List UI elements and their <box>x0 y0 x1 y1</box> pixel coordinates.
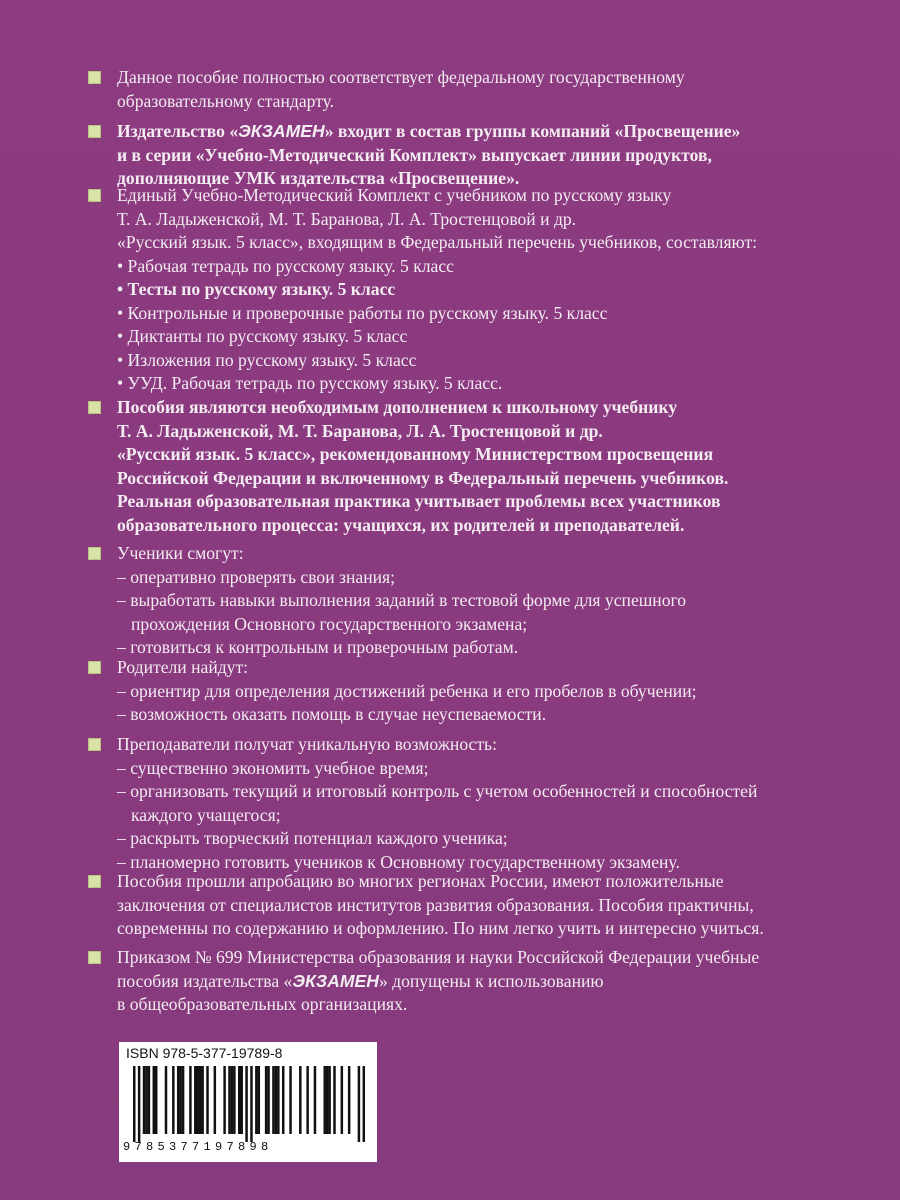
order-line <box>117 970 860 994</box>
text-line: Т. А. Ладыженской, М. Т. Баранова, Л. А. Тростенцовой и др. <box>117 420 603 441</box>
section-title: Родители найдут: <box>117 657 249 677</box>
text-line: «Русский язык. 5 класс», входящим в Федеральный перечень учебников, составляют: <box>117 232 758 252</box>
barcode-bar <box>240 1066 242 1134</box>
barcode-panel <box>119 1042 377 1162</box>
barcode-bar <box>358 1066 360 1142</box>
list-item: – готовиться к контрольным и проверочным работам. <box>117 637 519 657</box>
barcode-bar <box>323 1066 325 1134</box>
text-fragment: пособия издательства « <box>117 970 293 991</box>
text-line: Пособия являются необходимым дополнением к школьному учебнику <box>117 397 678 417</box>
publisher-line <box>117 120 860 144</box>
list-item: • Диктанты по русскому языку. 5 класс <box>117 326 408 346</box>
barcode-bar <box>228 1066 230 1134</box>
text-line: Реальная образовательная практика учитывает проблемы всех участников <box>117 491 721 511</box>
list-item: – оперативно проверять свои знания; <box>117 566 396 587</box>
barcode-bar <box>326 1066 328 1134</box>
barcode-bar <box>182 1066 184 1134</box>
text-line: Единый Учебно-Методический Комплект с учебником по русскому языку <box>117 185 672 205</box>
list-item: • УУД. Рабочая тетрадь по русскому языку. 5 класс. <box>117 373 503 393</box>
bullet-square-icon <box>88 71 101 84</box>
section-standard <box>88 66 860 113</box>
section-recommendation <box>88 396 860 537</box>
barcode-bar <box>133 1066 135 1142</box>
barcode-bar <box>214 1066 216 1134</box>
list-item: – планомерно готовить учеников к Основному государственному экзамену. <box>117 851 680 872</box>
text-line: Данное пособие полностью соответствует федеральному государственному <box>117 67 685 87</box>
barcode-bar <box>250 1066 252 1142</box>
text-line: заключения от специалистов институтов развития образования. Пособия практичны, <box>117 894 754 915</box>
text-line: образовательному стандарту. <box>117 90 335 111</box>
section-teachers <box>88 733 860 874</box>
brand-name: ЭКЗАМЕН <box>238 121 325 141</box>
section-order <box>88 946 860 1017</box>
list-item: – ориентир для определения достижений ребенка и его пробелов в обучении; <box>117 680 697 701</box>
text-line: «Русский язык. 5 класс», рекомендованному Министерством просвещения <box>117 444 714 464</box>
barcode-bar <box>189 1066 191 1134</box>
list-item: – организовать текущий и итоговый контроль с учетом особенностей и способностей <box>117 781 758 801</box>
list-item-continuation: каждого учащегося; <box>131 804 281 825</box>
text-line: образовательного процесса: учащихся, их родителей и преподавателей. <box>117 514 685 535</box>
text-line: Пособия прошли апробацию во многих регионах России, имеют положительные <box>117 871 724 891</box>
barcode-bar <box>155 1066 157 1134</box>
bullet-square-icon <box>88 189 101 202</box>
bullet-square-icon <box>88 547 101 560</box>
bullet-square-icon <box>88 661 101 674</box>
section-umk <box>88 184 860 396</box>
text-fragment: » допущены к использованию <box>378 970 604 991</box>
barcode-bar <box>299 1066 301 1134</box>
barcode-bar <box>245 1066 247 1142</box>
list-item: – возможность оказать помощь в случае неуспеваемости. <box>117 704 547 724</box>
barcode-bar <box>153 1066 155 1134</box>
barcode-bar <box>172 1066 174 1134</box>
barcode-bar <box>272 1066 274 1134</box>
barcode-bar <box>179 1066 181 1134</box>
barcode-bar <box>177 1066 179 1134</box>
text-fragment: Издательство « <box>117 121 239 141</box>
text-line: Приказом № 699 Министерства образования и науки Российской Федерации учебные <box>117 947 760 967</box>
text-line: Т. А. Ладыженской, М. Т. Баранова, Л. А. Тростенцовой и др. <box>117 208 577 229</box>
list-item: • Контрольные и проверочные работы по русскому языку. 5 класс <box>117 302 608 323</box>
barcode-bar <box>148 1066 150 1134</box>
barcode-bar <box>201 1066 203 1134</box>
barcode-bar <box>194 1066 196 1134</box>
barcode-bar <box>255 1066 257 1134</box>
bullet-square-icon <box>88 875 101 888</box>
list-item: • Изложения по русскому языку. 5 класс <box>117 349 417 370</box>
text-line: Российской Федерации и включенному в Федеральный перечень учебников. <box>117 467 729 488</box>
text-fragment: » входит в состав группы компаний «Просвещение» <box>324 121 741 141</box>
barcode-bar <box>328 1066 330 1134</box>
list-item-highlighted: • Тесты по русскому языку. 5 класс <box>117 279 396 299</box>
barcode-bar <box>233 1066 235 1134</box>
barcode-bar <box>314 1066 316 1134</box>
barcode-bar <box>206 1066 208 1134</box>
barcode-bar <box>267 1066 269 1134</box>
list-item: – существенно экономить учебное время; <box>117 757 429 778</box>
section-approbation <box>88 870 860 941</box>
barcode-bar <box>348 1066 350 1134</box>
brand-name: ЭКЗАМЕН <box>292 970 379 991</box>
text-line: дополняющие УМК издательства «Просвещение». <box>117 168 520 188</box>
section-parents <box>88 656 860 727</box>
barcode-bar <box>138 1066 140 1142</box>
section-students <box>88 542 860 660</box>
barcode-bar <box>165 1066 167 1134</box>
barcode-bar <box>282 1066 284 1134</box>
list-item: – раскрыть творческий потенциал каждого ученика; <box>117 828 508 848</box>
barcode-bar <box>341 1066 343 1134</box>
barcode-bar <box>265 1066 267 1134</box>
list-item-continuation: прохождения Основного государственного экзамена; <box>131 613 528 634</box>
barcode-bar <box>306 1066 308 1134</box>
barcode-icon <box>133 1066 365 1142</box>
text-line: современны по содержанию и оформлению. По ним легко учить и интересно учиться. <box>117 918 764 938</box>
text-line: в общеобразовательных организациях. <box>117 994 408 1014</box>
bullet-square-icon <box>88 401 101 414</box>
barcode-bar <box>223 1066 225 1134</box>
bullet-square-icon <box>88 951 101 964</box>
barcode-bar <box>277 1066 279 1134</box>
barcode-bar <box>238 1066 240 1134</box>
bullet-square-icon <box>88 125 101 138</box>
list-item: • Рабочая тетрадь по русскому языку. 5 класс <box>117 255 454 276</box>
isbn-label: ISBN 978-5-377-19789-8 <box>126 1045 283 1061</box>
text-line: и в серии «Учебно-Методический Комплект» выпускает линии продуктов, <box>117 144 712 165</box>
barcode-bar <box>199 1066 201 1134</box>
barcode-bar <box>289 1066 291 1134</box>
section-title: Преподаватели получат уникальную возможность: <box>117 734 497 754</box>
barcode-bar <box>275 1066 277 1134</box>
barcode-bar <box>145 1066 147 1134</box>
barcode-digits: 9785377197898 <box>123 1140 273 1154</box>
barcode-bar <box>231 1066 233 1134</box>
section-title: Ученики смогут: <box>117 543 244 563</box>
bullet-square-icon <box>88 738 101 751</box>
list-item: – выработать навыки выполнения заданий в тестовой форме для успешного <box>117 590 687 610</box>
barcode-bar <box>143 1066 145 1134</box>
barcode-bar <box>363 1066 365 1142</box>
barcode-bar <box>196 1066 198 1134</box>
barcode-bar <box>258 1066 260 1134</box>
section-publisher <box>88 120 860 191</box>
barcode-bar <box>333 1066 335 1134</box>
